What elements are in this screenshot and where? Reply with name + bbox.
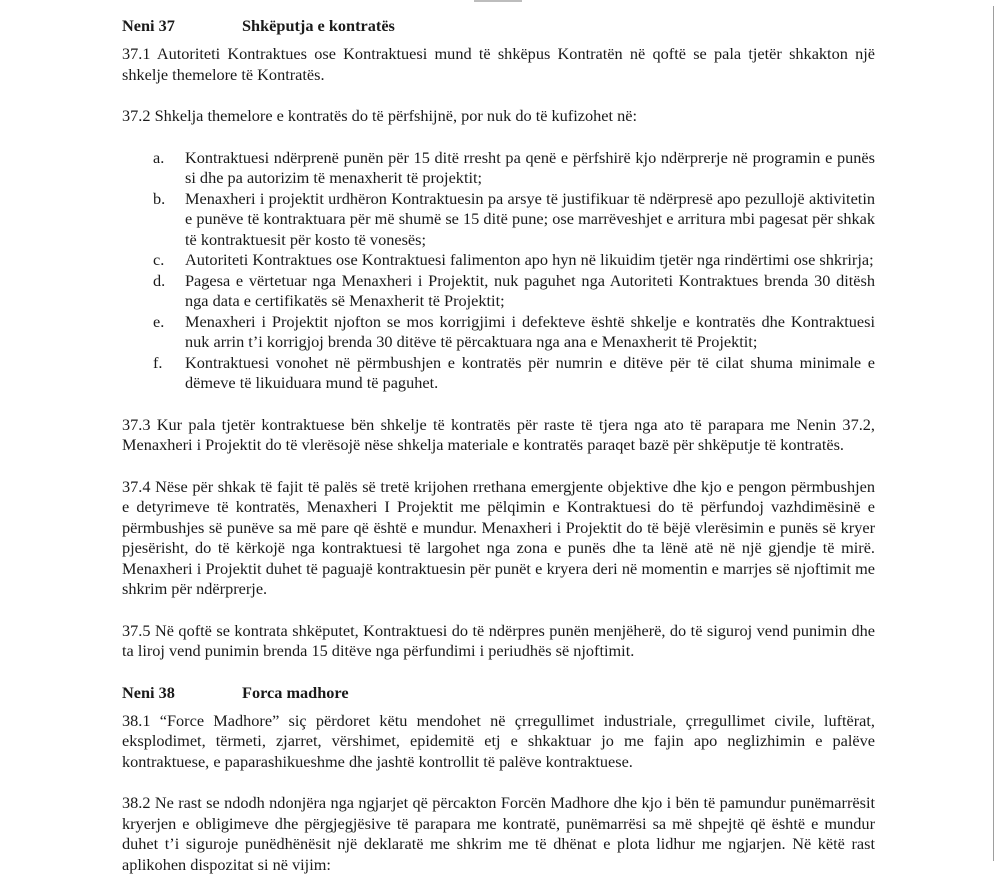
list-item (153, 189, 875, 251)
list-item-text: Menaxheri i projektit urdhëron Kontraktuesin pa arsye të justifikuar të ndërpresë apo pezullojë aktivitetin e punëve të kontraktuara për më shumë se 15 ditë pune; ose marrëveshjet e arritura mbi pagesat për shkak të kontraktuesit për kosto të vonesës; (185, 188, 875, 249)
list-item (153, 271, 875, 312)
paragraph-37-1: 37.1 Autoriteti Kontraktues ose Kontraktuesi mund të shkëpus Kontratën në qoftë se pala tjetër shkakton një shkelje themelore të Kontratës. (122, 44, 875, 84)
paragraph-37-3: 37.3 Kur pala tjetër kontraktuese bën shkelje të kontratës për raste të tjera nga ato të parapara me Nenin 37.2, Menaxheri i Projektit do të vlerësojë nëse shkelja materiale e kontratës paraqet bazë për shkëputje të kontratës. (122, 414, 875, 454)
article-title: Shkëputja e kontratës (242, 16, 395, 35)
list-marker: d. (153, 270, 166, 290)
paragraph-37-4: 37.4 Nëse për shkak të fajit të palës së tretë krijohen rrethana emergjente objektive dhe kjo e pengon përmbushjen e detyrimeve të kontratës, Menaxheri I Projektit me pëlqimin e Kontraktuesi do të përfundoj vazhdimësinë e përmbushjes së punëve sa më pare që është e mundur. Menaxheri i Projektit do të bëjë vlerësimin e punës së kryer pjesërisht, do të kërkojë nga kontraktuesi të largohet nga zona e punës dhe ta lënë atë në një gjendje të mirë. Menaxheri i Projektit duhet të paguajë kontraktuesin për punët e kryera deri në momentin e marrjes së njoftimit me shkrim për ndërprerje. (122, 476, 875, 598)
list-item (153, 353, 875, 394)
document-content (122, 16, 875, 875)
article-title: Forca madhore (242, 682, 349, 702)
page-right-edge (993, 6, 994, 861)
article-number: Neni 38 (122, 682, 175, 702)
list-marker: b. (153, 188, 166, 208)
list-marker: e. (153, 311, 165, 331)
list-marker: c. (153, 250, 165, 269)
list-item-text: Kontraktuesi ndërprenë punën për 15 ditë rresht pa qenë e përfshirë kjo ndërprerje në programin e punës si dhe pa autorizim të menaxherit të projektit; (185, 147, 875, 187)
list-item-text: Autoriteti Kontraktues ose Kontraktuesi falimenton apo hyn në likuidim tjetër nga rindërtimi ose shkrirja; (185, 250, 874, 269)
list-item (153, 148, 875, 189)
list-item (153, 250, 875, 271)
list-item-text: Menaxheri i Projektit njofton se mos korrigjimi i defekteve është shkelje e kontratës dhe Kontraktuesi nuk arrin t’i korrigjoj brenda 30 ditëve të përcaktuara nga ana e Menaxherit të Projektit; (185, 311, 875, 351)
breach-list (122, 148, 875, 394)
paragraph-37-5: 37.5 Në qoftë se kontrata shkëputet, Kontraktuesi do të ndërpres punën menjëherë, do të siguroj vend punimin dhe ta liroj vend punimin brenda 15 ditëve nga përfundimi i periudhës së njoftimit. (122, 620, 875, 660)
list-item (153, 312, 875, 353)
page-top-tab (474, 0, 522, 2)
list-marker: f. (153, 352, 163, 372)
paragraph-37-2: 37.2 Shkelja themelore e kontratës do të përfshijnë, por nuk do të kufizohet në: (122, 106, 637, 125)
paragraph-38-1: 38.1 “Force Madhore” siç përdoret këtu mendohet në çrregullimet industriale, çrregullimet civile, luftërat, eksplodimet, tërmeti, zjarret, vërshimet, epidemitë etj e shkaktuar jo me fajin apo neglizhimin e palëve kontraktuese, e paparashikueshme dhe jashtë kontrollit të palëve kontraktuese. (122, 710, 875, 771)
list-item-text: Kontraktuesi vonohet në përmbushjen e kontratës për numrin e ditëve për të cilat shuma minimale e dëmeve të likuiduara mund të paguhet. (185, 352, 875, 392)
list-marker: a. (153, 147, 165, 167)
article-38-heading (122, 683, 875, 704)
paragraph-38-2: 38.2 Ne rast se ndodh ndonjëra nga ngjarjet që përcakton Forcën Madhore dhe kjo i bën të pamundur punëmarrësit kryerjen e obligimeve dhe përgjegjësive të parapara me kontratë, punëmarrësi sa më shpejtë që është e mundur duhet t’i siguroje punëdhënësit një deklaratë me shkrim me të dhënat e plota lidhur me ngjarjen. Në këtë rast aplikohen dispozitat si në vijim: (122, 793, 875, 874)
article-number: Neni 37 (122, 16, 175, 35)
article-37-heading (122, 16, 875, 37)
list-item-text: Pagesa e vërtetuar nga Menaxheri i Projektit, nuk paguhet nga Autoriteti Kontraktues brenda 30 ditësh nga data e certifikatës së Menaxherit të Projektit; (185, 270, 875, 310)
